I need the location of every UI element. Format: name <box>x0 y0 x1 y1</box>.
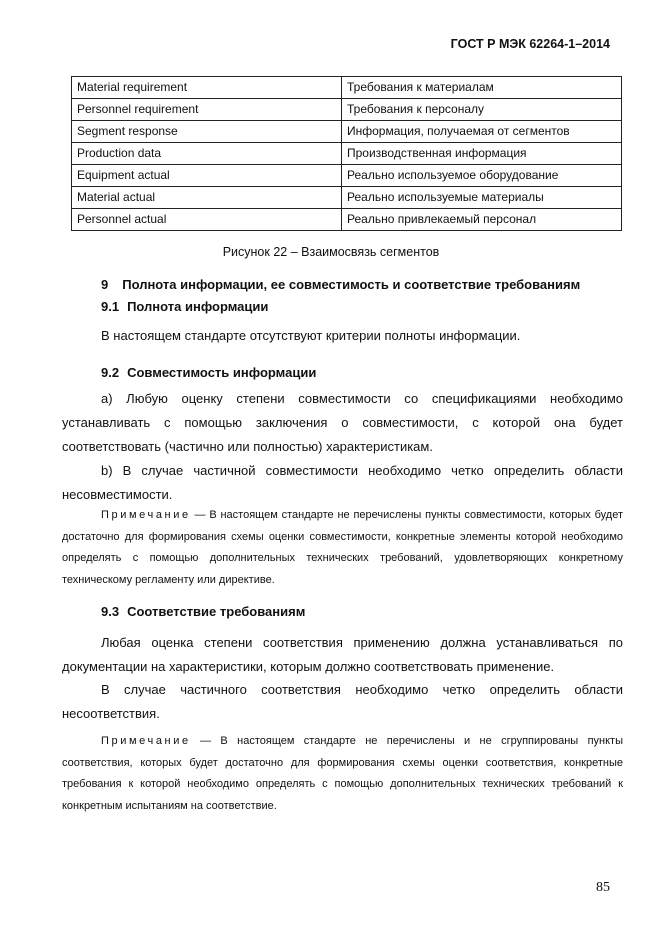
paragraph: Любая оценка степени соответствия применению должна устанавливаться по документации на характеристики, которым должно соответствовать применение. <box>62 635 623 674</box>
section-9-1-heading <box>101 299 268 314</box>
table-cell-ru: Требования к материалам <box>342 77 622 99</box>
table-cell-ru: Реально привлекаемый персонал <box>342 209 622 231</box>
figure-caption: Рисунок 22 – Взаимосвязь сегментов <box>222 245 440 259</box>
note-label: Примечание <box>101 509 191 521</box>
document-code: ГОСТ Р МЭК 62264-1–2014 <box>450 37 610 51</box>
table-cell-en: Equipment actual <box>72 165 342 187</box>
table-cell-ru: Требования к персоналу <box>342 99 622 121</box>
table-cell-en: Personnel requirement <box>72 99 342 121</box>
table-cell-ru: Реально используемое оборудование <box>342 165 622 187</box>
section-number: 9.1 <box>101 299 120 314</box>
table-cell-en: Personnel actual <box>72 209 342 231</box>
section-number: 9.2 <box>101 365 120 380</box>
table-cell-en: Material requirement <box>72 77 342 99</box>
table-row <box>72 165 622 187</box>
section-title: Полнота информации <box>127 299 269 314</box>
section-9-2-heading <box>101 365 316 380</box>
table-cell-en: Material actual <box>72 187 342 209</box>
section-number: 9 <box>101 277 109 292</box>
paragraph: В настоящем стандарте отсутствуют критерии полноты информации. <box>101 328 521 343</box>
section-9-heading <box>101 277 580 292</box>
paragraph-a: a) Любую оценку степени совместимости со спецификациями необходимо устанавливать с помощью заключения о совместимости, с которой она будет соответствовать (частично или полностью) характеристикам. <box>62 391 623 454</box>
table-row <box>72 143 622 165</box>
paragraph: В случае частичного соответствия необходимо четко определить области несоответствия. <box>62 682 623 721</box>
table-cell-ru: Реально используемые материалы <box>342 187 622 209</box>
table-row <box>72 77 622 99</box>
table-row <box>72 121 622 143</box>
table-row <box>72 187 622 209</box>
table-row <box>72 209 622 231</box>
section-number: 9.3 <box>101 604 120 619</box>
note-label: Примечание <box>101 735 191 747</box>
segments-mapping-table <box>71 76 622 231</box>
note <box>62 731 623 817</box>
table-row <box>72 99 622 121</box>
paragraph-b: b) В случае частичной совместимости необходимо четко определить области несовместимости. <box>62 463 623 502</box>
table-cell-en: Segment response <box>72 121 342 143</box>
note-text: — В настоящем стандарте не перечислены и не сгруппированы пункты соответствия, которых будет достаточно для формирования схемы оценки соответствия, конкретные требования к которой необходимо определять с помощью дополнительных технических требований к конкретным испытаниям на соответствие. <box>62 735 623 812</box>
section-9-3-heading <box>101 604 305 619</box>
table-cell-ru: Производственная информация <box>342 143 622 165</box>
note <box>62 505 623 591</box>
note-text: — В настоящем стандарте не перечислены пункты совместимости, которых будет достаточно для формирования схемы оценки совместимости, конкретные элементы которой необходимо определять с помощью дополнительных технических требований, удовлетворяющих конкретному техническому регламенту или директиве. <box>62 509 623 586</box>
section-title: Совместимость информации <box>127 365 317 380</box>
page-number: 85 <box>596 880 610 895</box>
section-title: Соответствие требованиям <box>127 604 306 619</box>
table-cell-en: Production data <box>72 143 342 165</box>
section-title: Полнота информации, ее совместимость и соответствие требованиям <box>122 277 581 292</box>
table-cell-ru: Информация, получаемая от сегментов <box>342 121 622 143</box>
